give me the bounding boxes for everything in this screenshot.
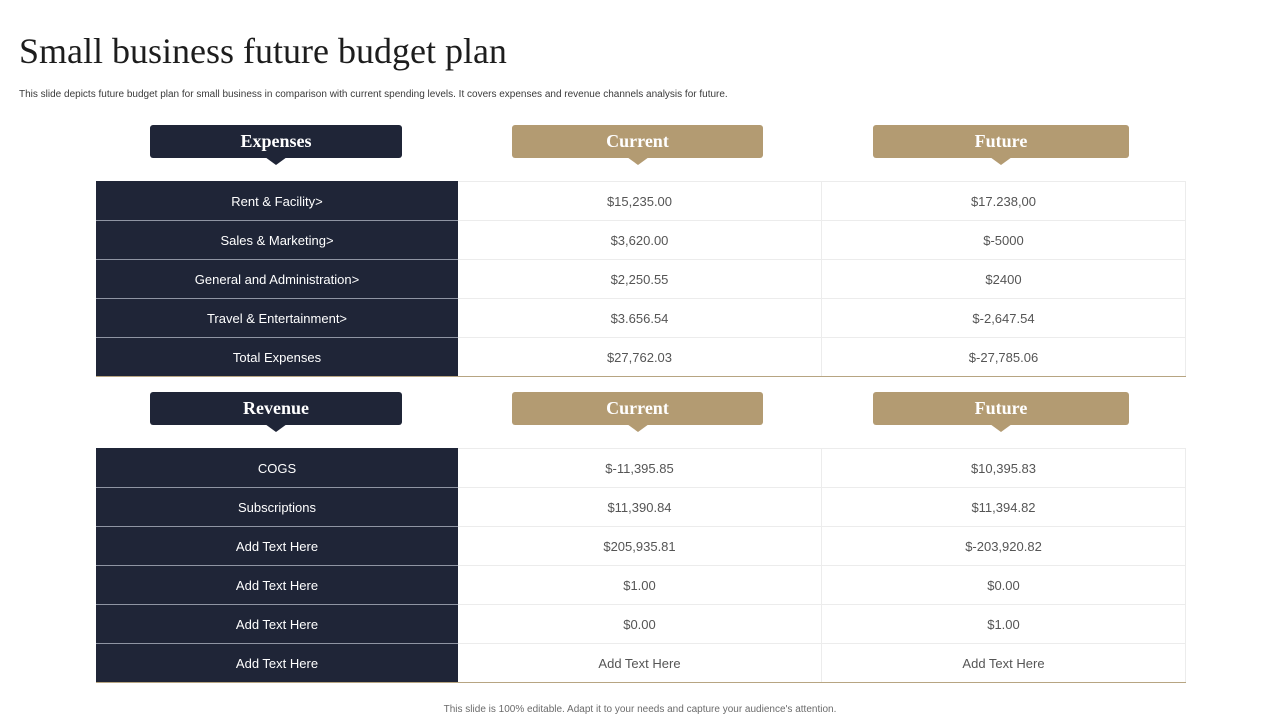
revenue-table [96,448,1186,683]
row-label: Sales & Marketing> [96,221,458,260]
current-value: $205,935.81 [458,527,822,566]
current-value: $15,235.00 [458,182,822,221]
revenue-header-label: Revenue [243,398,309,418]
future-value: $11,394.82 [822,488,1186,527]
table-row [96,449,1186,488]
expenses-current-header [512,125,763,158]
future-value: $-27,785.06 [822,338,1186,377]
row-label: Add Text Here [96,527,458,566]
revenue-future-header [873,392,1129,425]
table-row [96,644,1186,683]
revenue-future-header-label: Future [974,398,1028,418]
revenue-header [150,392,402,425]
expenses-header-label: Expenses [240,131,312,151]
future-value: $17.238,00 [822,182,1186,221]
table-row [96,338,1186,377]
footer-note: This slide is 100% editable. Adapt it to your needs and capture your audience's attention. [443,704,837,715]
current-value: $2,250.55 [458,260,822,299]
future-value: $-203,920.82 [822,527,1186,566]
row-label: COGS [96,449,458,488]
table-row [96,221,1186,260]
page-title: Small business future budget plan [19,31,507,71]
future-value: $10,395.83 [822,449,1186,488]
current-value: $0.00 [458,605,822,644]
current-value: $1.00 [458,566,822,605]
row-label: Add Text Here [96,644,458,683]
future-value: $1.00 [822,605,1186,644]
table-row [96,299,1186,338]
current-value: Add Text Here [458,644,822,683]
expenses-table [96,181,1186,377]
page-subtitle: This slide depicts future budget plan for small business in comparison with current spending levels. It covers expenses and revenue channels analysis for future. [19,89,728,100]
table-row [96,527,1186,566]
current-value: $27,762.03 [458,338,822,377]
table-row [96,182,1186,221]
future-value: $-5000 [822,221,1186,260]
table-row [96,488,1186,527]
table-row [96,260,1186,299]
row-label: General and Administration> [96,260,458,299]
row-label: Add Text Here [96,605,458,644]
current-value: $3,620.00 [458,221,822,260]
future-value: $-2,647.54 [822,299,1186,338]
expenses-future-header [873,125,1129,158]
future-value: $2400 [822,260,1186,299]
table-row [96,605,1186,644]
row-label: Rent & Facility> [96,182,458,221]
table-row [96,566,1186,605]
current-value: $3.656.54 [458,299,822,338]
future-value: $0.00 [822,566,1186,605]
current-value: $-11,395.85 [458,449,822,488]
expenses-future-header-label: Future [974,131,1028,151]
expenses-current-header-label: Current [606,131,669,151]
row-label: Travel & Entertainment> [96,299,458,338]
revenue-current-header-label: Current [606,398,669,418]
future-value: Add Text Here [822,644,1186,683]
revenue-current-header [512,392,763,425]
row-label: Subscriptions [96,488,458,527]
row-label: Total Expenses [96,338,458,377]
row-label: Add Text Here [96,566,458,605]
current-value: $11,390.84 [458,488,822,527]
expenses-header [150,125,402,158]
